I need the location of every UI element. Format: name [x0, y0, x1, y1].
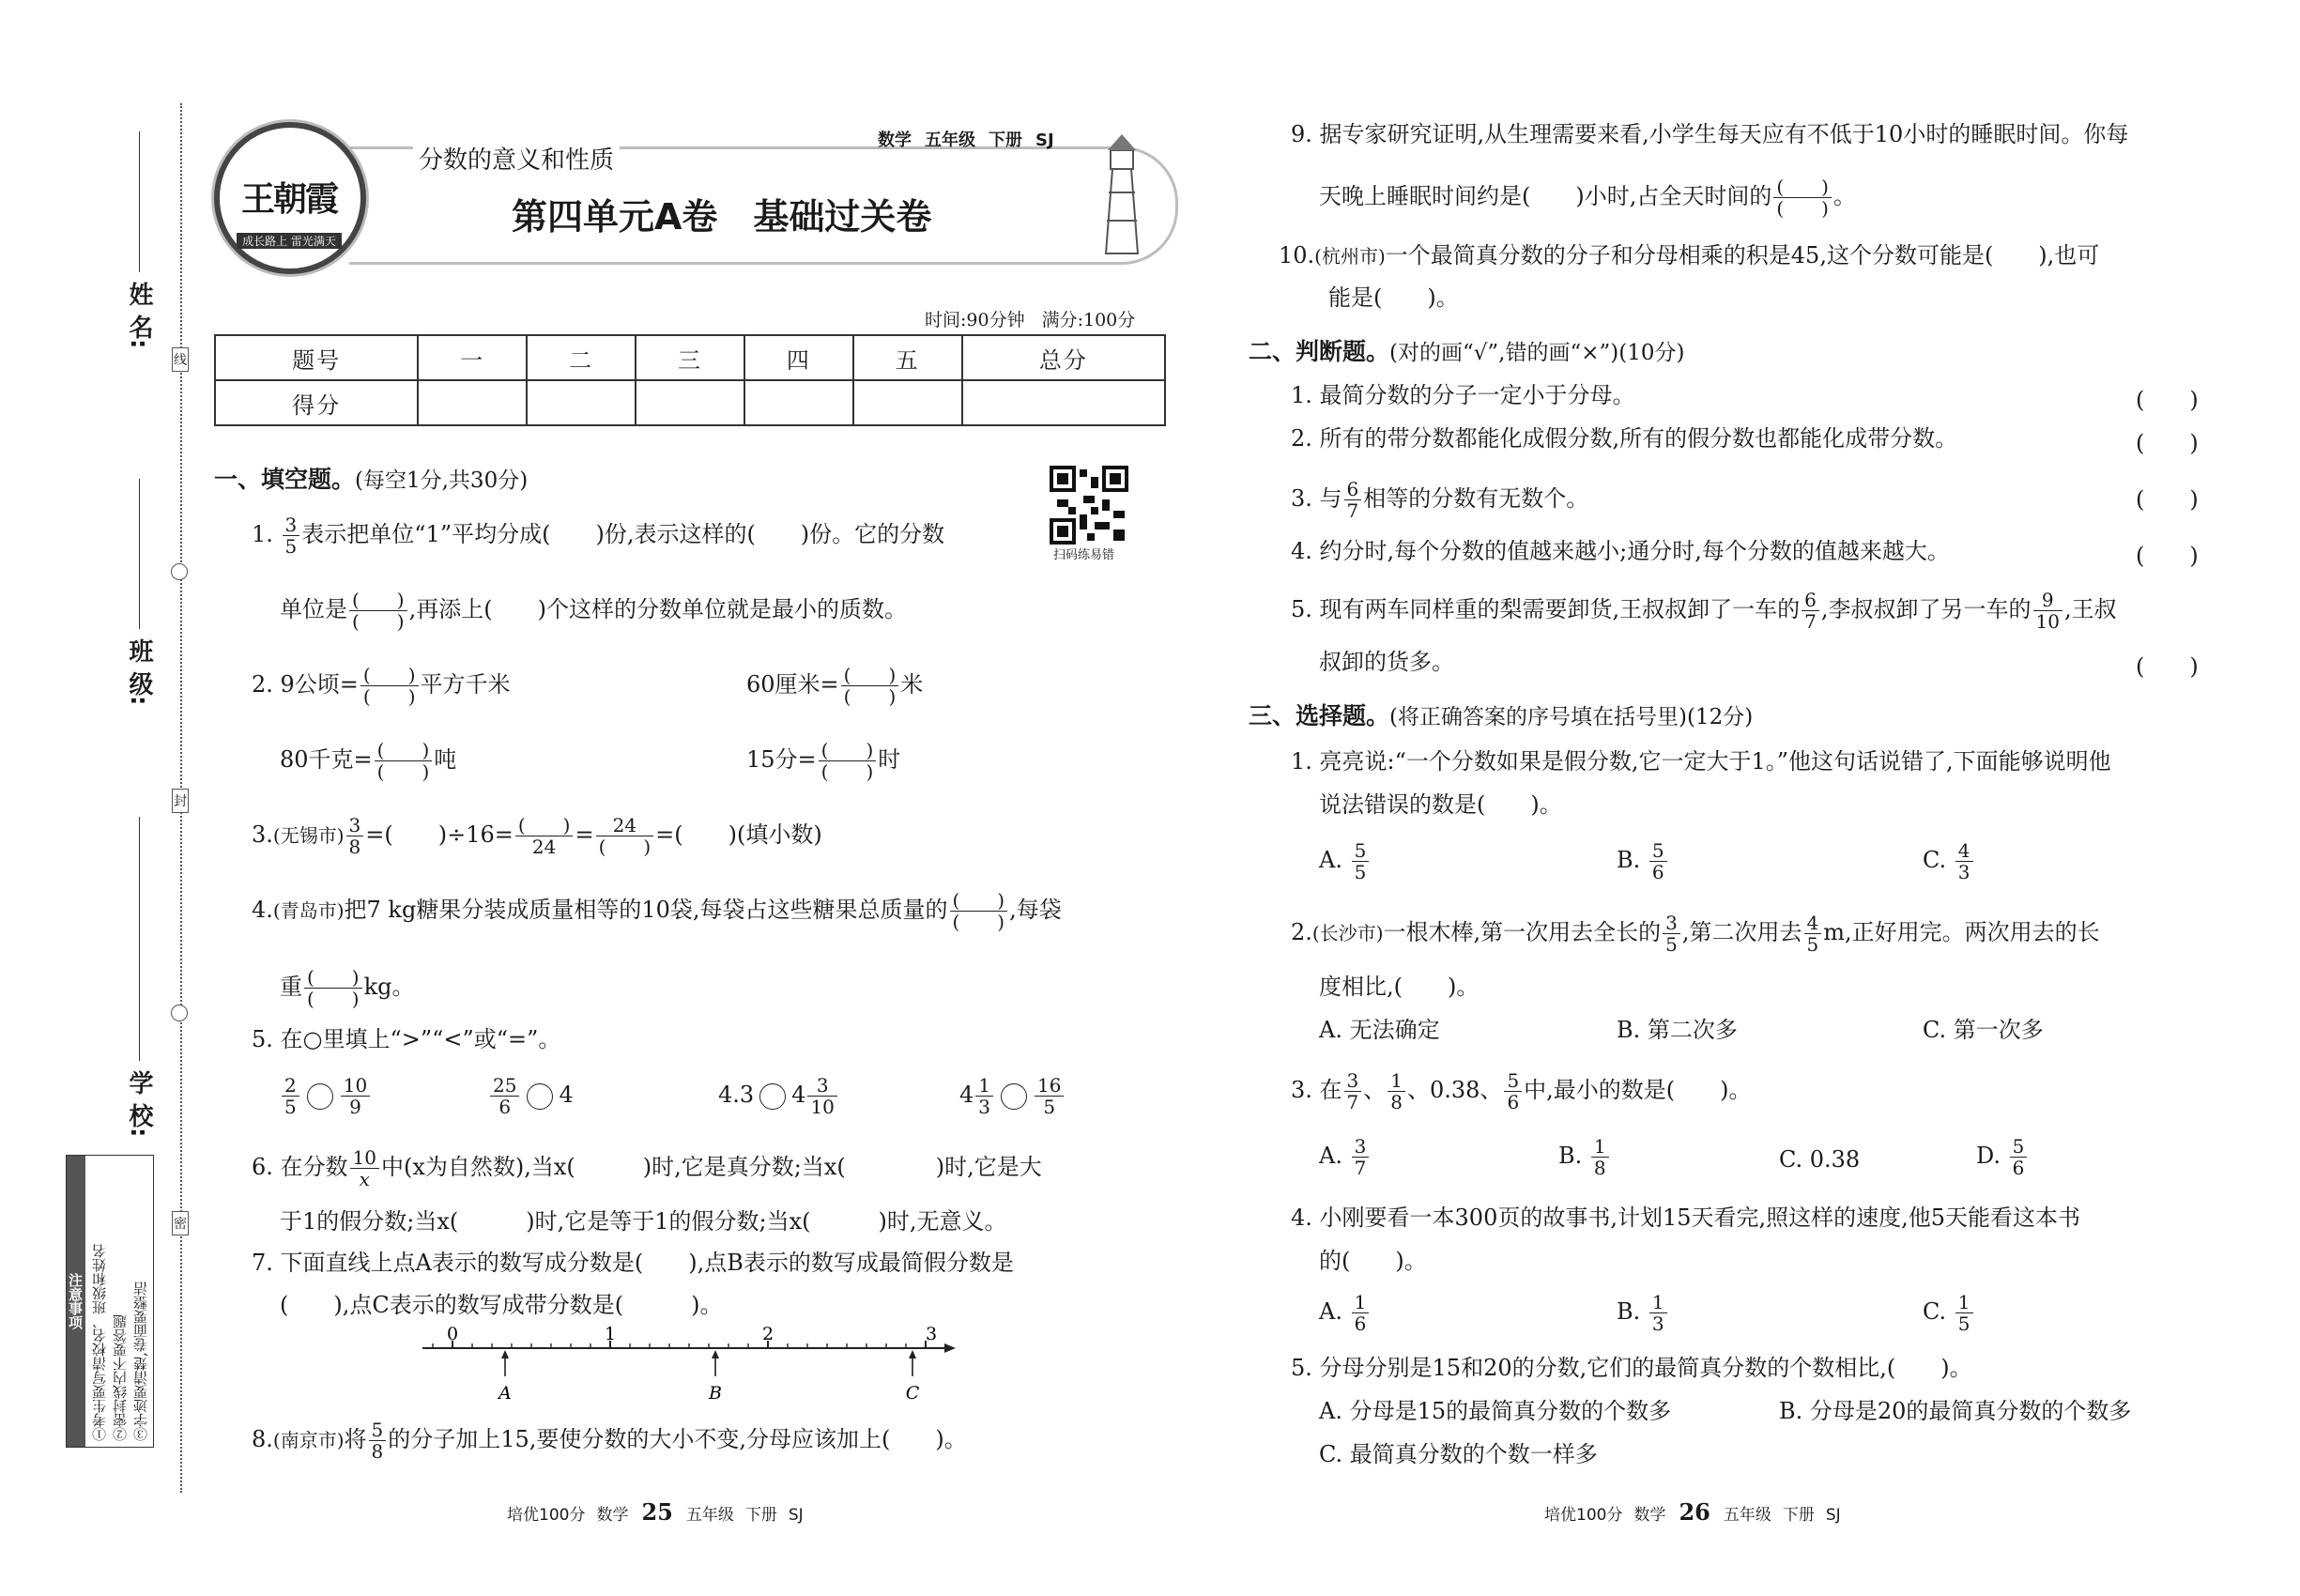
footer-ed: SJ — [1825, 1506, 1841, 1525]
q3-2-option-c[interactable]: C. 第一次多 — [1923, 1017, 2044, 1043]
q3-4-option-a[interactable]: A. $\frac{1}{6}$ — [1319, 1292, 1371, 1334]
q1-4 — [252, 890, 1062, 932]
fraction: $\frac{2}{5}$ — [282, 1075, 299, 1117]
point-a: A — [498, 1383, 512, 1404]
fraction: $\frac{3}{5}$ — [283, 514, 300, 557]
qtext: 重 — [280, 974, 302, 1000]
fraction: $\frac{4}{5}$ — [1804, 913, 1822, 955]
city: (无锡市) — [272, 824, 345, 847]
q1-4-cont — [280, 967, 415, 1009]
q3-3 — [1291, 1070, 1752, 1113]
point-b: B — [709, 1383, 722, 1404]
q1-9-cont — [1319, 176, 1856, 219]
qtext: 3. 在 — [1291, 1077, 1342, 1103]
city: (南京市) — [272, 1429, 345, 1451]
notice-item-2: ②密封线内不要答题 — [112, 1314, 129, 1441]
qtext: 15分= — [746, 746, 817, 773]
qtext: 6. 在分数 — [252, 1154, 348, 1180]
cell: 三 — [636, 335, 744, 380]
footer-subject: 数学 — [596, 1506, 629, 1525]
qtext: 一根木棒,第一次用去全长的 — [1383, 919, 1662, 945]
q3-3-option-a[interactable]: A. $\frac{3}{7}$ — [1319, 1136, 1371, 1178]
q1-9: 9. 据专家研究证明,从生理需要来看,小学生每天应有不低于10小时的睡眠时间。你每 — [1291, 121, 2129, 147]
qnum: 3. — [252, 821, 273, 848]
score-cell[interactable] — [853, 380, 962, 425]
q3-4-option-b[interactable]: B. $\frac{1}{3}$ — [1617, 1292, 1669, 1334]
score-row — [215, 380, 1165, 425]
meta-ed: SJ — [1035, 130, 1054, 150]
fraction: $\frac{10}{9}$ — [341, 1075, 370, 1117]
brand-name: 王朝霞 — [240, 180, 337, 219]
notice-title: 注意事项 — [67, 1156, 85, 1447]
page-number: 25 — [641, 1498, 673, 1526]
qtext: 单位是 — [280, 596, 347, 622]
answer-paren[interactable]: ( ) — [2136, 486, 2199, 513]
q3-5-option-c[interactable]: C. 最简真分数的个数一样多 — [1319, 1441, 1598, 1467]
brand-logo — [214, 122, 366, 274]
fraction: $\frac{9}{10}$ — [2033, 590, 2062, 632]
q3-1-option-b[interactable]: B. $\frac{5}{6}$ — [1617, 840, 1669, 882]
fraction-blank[interactable]: ( ) ( ) — [819, 740, 877, 782]
qtext: 相等的分数有无数个。 — [1363, 485, 1589, 512]
section-2-title — [1249, 338, 1684, 367]
footer-right — [1544, 1498, 1841, 1526]
notice-box — [66, 1155, 154, 1448]
school-label: 学 校: — [125, 1070, 153, 1138]
value: 4 — [959, 1082, 974, 1108]
q2-2: 2. 所有的带分数都能化成假分数,所有的假分数也都能化成带分数。 — [1291, 425, 1958, 452]
q3-5-option-b[interactable]: B. 分母是20的最简真分数的个数多 — [1779, 1398, 2132, 1424]
cell: 二 — [527, 335, 636, 380]
q3-5-option-a[interactable]: A. 分母是15的最简真分数的个数多 — [1319, 1398, 1672, 1424]
class-line — [139, 479, 140, 629]
number-line-ticks — [433, 1341, 926, 1348]
fraction: $\frac{3}{10}$ — [807, 1075, 836, 1117]
section-title: 一、填空题。 — [214, 466, 356, 493]
footer-subject: 数学 — [1633, 1506, 1666, 1525]
class-label: 班 级: — [125, 638, 153, 706]
qnum: 4. — [252, 897, 273, 923]
q2-3 — [1291, 479, 1588, 521]
cut-mark-1: 线 — [172, 347, 189, 372]
fraction: $\frac{10}{x}$ — [350, 1147, 379, 1189]
score-cell[interactable] — [744, 380, 853, 425]
q1-2a — [252, 665, 511, 707]
q2-5-cont: 叔卸的货多。 — [1319, 649, 1454, 675]
value: 4 — [559, 1082, 574, 1108]
score-cell[interactable] — [418, 380, 527, 425]
meta-subject: 数学 — [878, 130, 912, 150]
section-note: (每空1分,共30分) — [355, 468, 529, 493]
score-table — [214, 334, 1166, 426]
q1-2b — [746, 665, 923, 707]
q1-2d — [746, 740, 900, 782]
q3-3-option-b[interactable]: B. $\frac{1}{8}$ — [1558, 1136, 1611, 1178]
qr-code — [1050, 466, 1128, 545]
fraction: $\frac{3}{7}$ — [1344, 1070, 1362, 1113]
lighthouse-icon — [1080, 127, 1164, 258]
q1-10-cont: 能是( )。 — [1328, 284, 1459, 311]
q1-6-cont: 于1的假分数;当x( )时,它是等于1的假分数;当x( )时,无意义。 — [280, 1208, 1007, 1235]
score-cell[interactable] — [636, 380, 744, 425]
fraction: $\frac{5}{6}$ — [1504, 1070, 1522, 1113]
qtext: 一个最简真分数的分子和分母相乘的积是45,这个分数可能是( ),也可 — [1385, 242, 2100, 269]
fraction-blank[interactable]: ( ) ( ) — [360, 665, 419, 707]
time-info — [925, 306, 1135, 331]
score-cell[interactable] — [527, 380, 636, 425]
cell: 得分 — [215, 380, 418, 425]
answer-paren[interactable]: ( ) — [2136, 430, 2199, 456]
qtext: 将 — [344, 1426, 367, 1452]
q3-5: 5. 分母分别是15和20的分数,它们的最简真分数的个数相比,( )。 — [1291, 1355, 1972, 1381]
brand-sub: 成长路上 雷光满天 — [237, 233, 342, 249]
qtext: 米 — [900, 671, 924, 698]
number-line — [413, 1324, 976, 1408]
q1-8 — [252, 1420, 967, 1462]
q1-6 — [252, 1147, 1042, 1189]
fraction-blank[interactable]: ( ) 24 — [515, 815, 574, 857]
qtext: 中,最小的数是( )。 — [1524, 1077, 1752, 1103]
name-label: 姓 名: — [125, 282, 153, 349]
nl-label-1: 1 — [604, 1324, 617, 1344]
qtext: 吨 — [434, 746, 457, 773]
school-line — [139, 817, 140, 1061]
q3-4-cont: 的( )。 — [1319, 1248, 1427, 1274]
qtext: 、 — [1363, 1077, 1387, 1103]
fraction-blank[interactable]: ( ) ( ) — [950, 890, 1008, 932]
qtext: 。 — [1832, 183, 1856, 209]
nl-label-0: 0 — [446, 1324, 459, 1344]
qtext: kg。 — [363, 974, 415, 1000]
q3-1-cont: 说法错误的数是( )。 — [1319, 791, 1562, 818]
score-cell[interactable] — [962, 380, 1165, 425]
fraction-blank[interactable]: 24 ( ) — [596, 815, 654, 857]
answer-paren[interactable]: ( ) — [2136, 653, 2199, 680]
cell: 题号 — [215, 335, 418, 380]
compare-4 — [959, 1075, 1066, 1117]
section-title: 二、判断题。 — [1249, 338, 1390, 365]
qtext: ,第二次用去 — [1681, 919, 1802, 945]
footer-left — [507, 1498, 804, 1526]
answer-paren[interactable]: ( ) — [2136, 387, 2199, 413]
q3-2-cont: 度相比,( )。 — [1319, 974, 1480, 1000]
qtext: 2. 9公顷= — [252, 671, 359, 698]
qnum: 1. — [252, 521, 273, 547]
fraction: $\frac{3}{5}$ — [1663, 913, 1680, 955]
point-c: C — [905, 1383, 920, 1404]
value: 4 — [791, 1082, 806, 1108]
name-line — [139, 131, 140, 272]
fraction: $\frac{5}{8}$ — [369, 1420, 387, 1462]
footer-grade: 五年级 — [1723, 1506, 1771, 1525]
notice-item-3: ③字迹要清楚,卷面要整洁 — [132, 1281, 149, 1441]
q1-10 — [1279, 241, 2099, 270]
qtext: 表示把单位“1”平均分成( )份,表示这样的( )份。它的分数 — [301, 521, 945, 547]
q3-2-option-a[interactable]: A. 无法确定 — [1319, 1017, 1440, 1043]
compare-circle[interactable] — [307, 1083, 333, 1110]
qtext: 天晚上睡眠时间约是( )小时,占全天时间的 — [1319, 183, 1772, 209]
q3-4-option-c[interactable]: C. $\frac{1}{5}$ — [1923, 1292, 1975, 1334]
q3-1-option-c[interactable]: C. $\frac{4}{3}$ — [1923, 840, 1975, 882]
compare-circle[interactable] — [1001, 1083, 1027, 1110]
section-1-title — [214, 466, 528, 495]
qtext: 、0.38、 — [1407, 1077, 1503, 1103]
city: (青岛市) — [272, 899, 345, 922]
fraction: $\frac{16}{5}$ — [1035, 1075, 1064, 1117]
fraction: $\frac{1}{8}$ — [1388, 1070, 1405, 1113]
q3-1: 1. 亮亮说:“一个分数如果是假分数,它一定大于1。”他这句话说错了,下面能够说明他 — [1291, 748, 2111, 775]
compare-circle[interactable] — [527, 1083, 553, 1110]
q3-2 — [1291, 913, 2100, 955]
city: (长沙市) — [1311, 922, 1384, 944]
footer-vol: 下册 — [744, 1506, 777, 1525]
qtext: ,李叔叔卸了另一车的 — [1820, 596, 2032, 622]
qtext: 3. 与 — [1291, 485, 1342, 512]
qtext: 80千克= — [280, 746, 373, 773]
qtext: ,王叔 — [2063, 596, 2117, 622]
qtext: =( )(填小数) — [655, 821, 822, 848]
qtext: ,每袋 — [1009, 897, 1062, 923]
fraction-blank[interactable]: ( ) ( ) — [349, 590, 407, 632]
meta-grade: 五年级 — [925, 130, 975, 150]
footer-vol: 下册 — [1782, 1506, 1815, 1525]
qtext: 的分子加上15,要使分数的大小不变,分母应该加上( )。 — [388, 1426, 967, 1452]
cell: 总分 — [962, 335, 1165, 380]
qnum: 8. — [252, 1426, 273, 1452]
cell: 一 — [418, 335, 527, 380]
q1-2c — [280, 740, 456, 782]
footer-brand: 培优100分 — [1544, 1506, 1623, 1525]
qtext: 平方千米 — [420, 671, 511, 698]
q1-7-cont: ( ),点C表示的数写成带分数是( )。 — [280, 1292, 723, 1318]
qtext: = — [575, 821, 594, 848]
fraction: $\frac{1}{3}$ — [975, 1075, 993, 1117]
binding-hole-1 — [171, 563, 188, 580]
time-limit: 时间:90分钟 — [925, 310, 1025, 330]
nl-label-2: 2 — [761, 1324, 774, 1344]
q1-5: 5. 在○里填上“>”“<”或“=”。 — [252, 1026, 561, 1052]
qnum: 10. — [1279, 242, 1315, 269]
compare-circle[interactable] — [759, 1083, 786, 1110]
fraction: $\frac{6}{7}$ — [1802, 590, 1819, 632]
footer-ed: SJ — [788, 1506, 804, 1525]
q3-2-option-b[interactable]: B. 第二次多 — [1617, 1017, 1738, 1043]
qtext: 5. 现有两车同样重的梨需要卸货,王叔叔卸了一车的 — [1291, 596, 1801, 622]
cell: 五 — [853, 335, 962, 380]
q2-4: 4. 约分时,每个分数的值越来越小;通分时,每个分数的值越来越大。 — [1291, 538, 1950, 564]
binding-hole-2 — [171, 1005, 188, 1021]
qtext: 中(x为自然数),当x( )时,它是真分数;当x( )时,它是大 — [380, 1154, 1042, 1180]
q1-7: 7. 下面直线上点A表示的数写成分数是( ),点B表示的数写成最简假分数是 — [252, 1250, 1014, 1276]
qtext: =( )÷16= — [365, 821, 514, 848]
q3-3-option-c[interactable]: C. 0.38 — [1779, 1146, 1861, 1173]
fraction-blank[interactable]: ( ) ( ) — [1773, 176, 1832, 219]
q2-1: 1. 最简分数的分子一定小于分母。 — [1291, 382, 1635, 408]
cut-mark-3: 密 — [172, 1211, 189, 1235]
full-score: 满分:100分 — [1041, 310, 1136, 330]
compare-3 — [718, 1075, 839, 1117]
qnum: 2. — [1291, 919, 1312, 945]
qtext: 时 — [878, 746, 901, 773]
fraction-blank[interactable]: ( ) ( ) — [304, 967, 362, 1009]
footer-grade: 五年级 — [685, 1506, 734, 1525]
compare-2 — [488, 1075, 574, 1117]
q3-4: 4. 小刚要看一本300页的故事书,计划15天看完,照这样的速度,他5天能看这本书 — [1291, 1205, 2081, 1231]
q1-3 — [252, 815, 822, 857]
meta-vol: 下册 — [989, 130, 1022, 150]
q1-1-cont — [280, 590, 907, 632]
q2-5 — [1291, 590, 2117, 632]
fraction-blank[interactable]: ( ) ( ) — [841, 665, 899, 707]
section-note: (对的画“√”,错的画“×”)(10分) — [1389, 341, 1685, 365]
notice-item-1: ①考生要写清校名、班级和姓名 — [91, 1244, 108, 1441]
page-title: 第四单元A卷 基础过关卷 — [512, 196, 932, 238]
value: 4.3 — [718, 1082, 755, 1108]
q3-1-option-a[interactable]: A. $\frac{5}{5}$ — [1319, 840, 1371, 882]
cell: 四 — [744, 335, 853, 380]
city: (杭州市) — [1314, 245, 1386, 268]
qtext: m,正好用完。两次用去的长 — [1823, 919, 2100, 945]
score-header-row — [215, 335, 1165, 380]
answer-paren[interactable]: ( ) — [2136, 543, 2199, 569]
compare-1 — [280, 1075, 372, 1117]
header-meta — [878, 127, 1054, 151]
nl-label-3: 3 — [925, 1324, 938, 1344]
section-3-title — [1249, 702, 1753, 731]
section-title: 三、选择题。 — [1249, 702, 1390, 729]
page-number: 26 — [1679, 1498, 1710, 1526]
fraction: $\frac{25}{6}$ — [490, 1075, 519, 1117]
cut-mark-2: 封 — [172, 789, 189, 813]
qtext: 把7 kg糖果分装成质量相等的10袋,每袋占这些糖果总质量的 — [344, 897, 948, 923]
fraction: $\frac{3}{8}$ — [346, 815, 364, 857]
fraction-blank[interactable]: ( ) ( ) — [375, 740, 433, 782]
section-note: (将正确答案的序号填在括号里)(12分) — [1389, 705, 1754, 729]
qtext: 60厘米= — [746, 671, 839, 698]
qr-caption: 扫码练易错 — [1053, 548, 1115, 562]
footer-brand: 培优100分 — [507, 1506, 586, 1525]
q3-3-option-d[interactable]: D. $\frac{5}{6}$ — [1976, 1136, 2029, 1178]
q1-1 — [252, 514, 944, 557]
fraction: $\frac{6}{7}$ — [1344, 479, 1362, 521]
topic-label: 分数的意义和性质 — [413, 141, 620, 176]
qtext: ,再添上( )个这样的分数单位就是最小的质数。 — [408, 596, 907, 622]
